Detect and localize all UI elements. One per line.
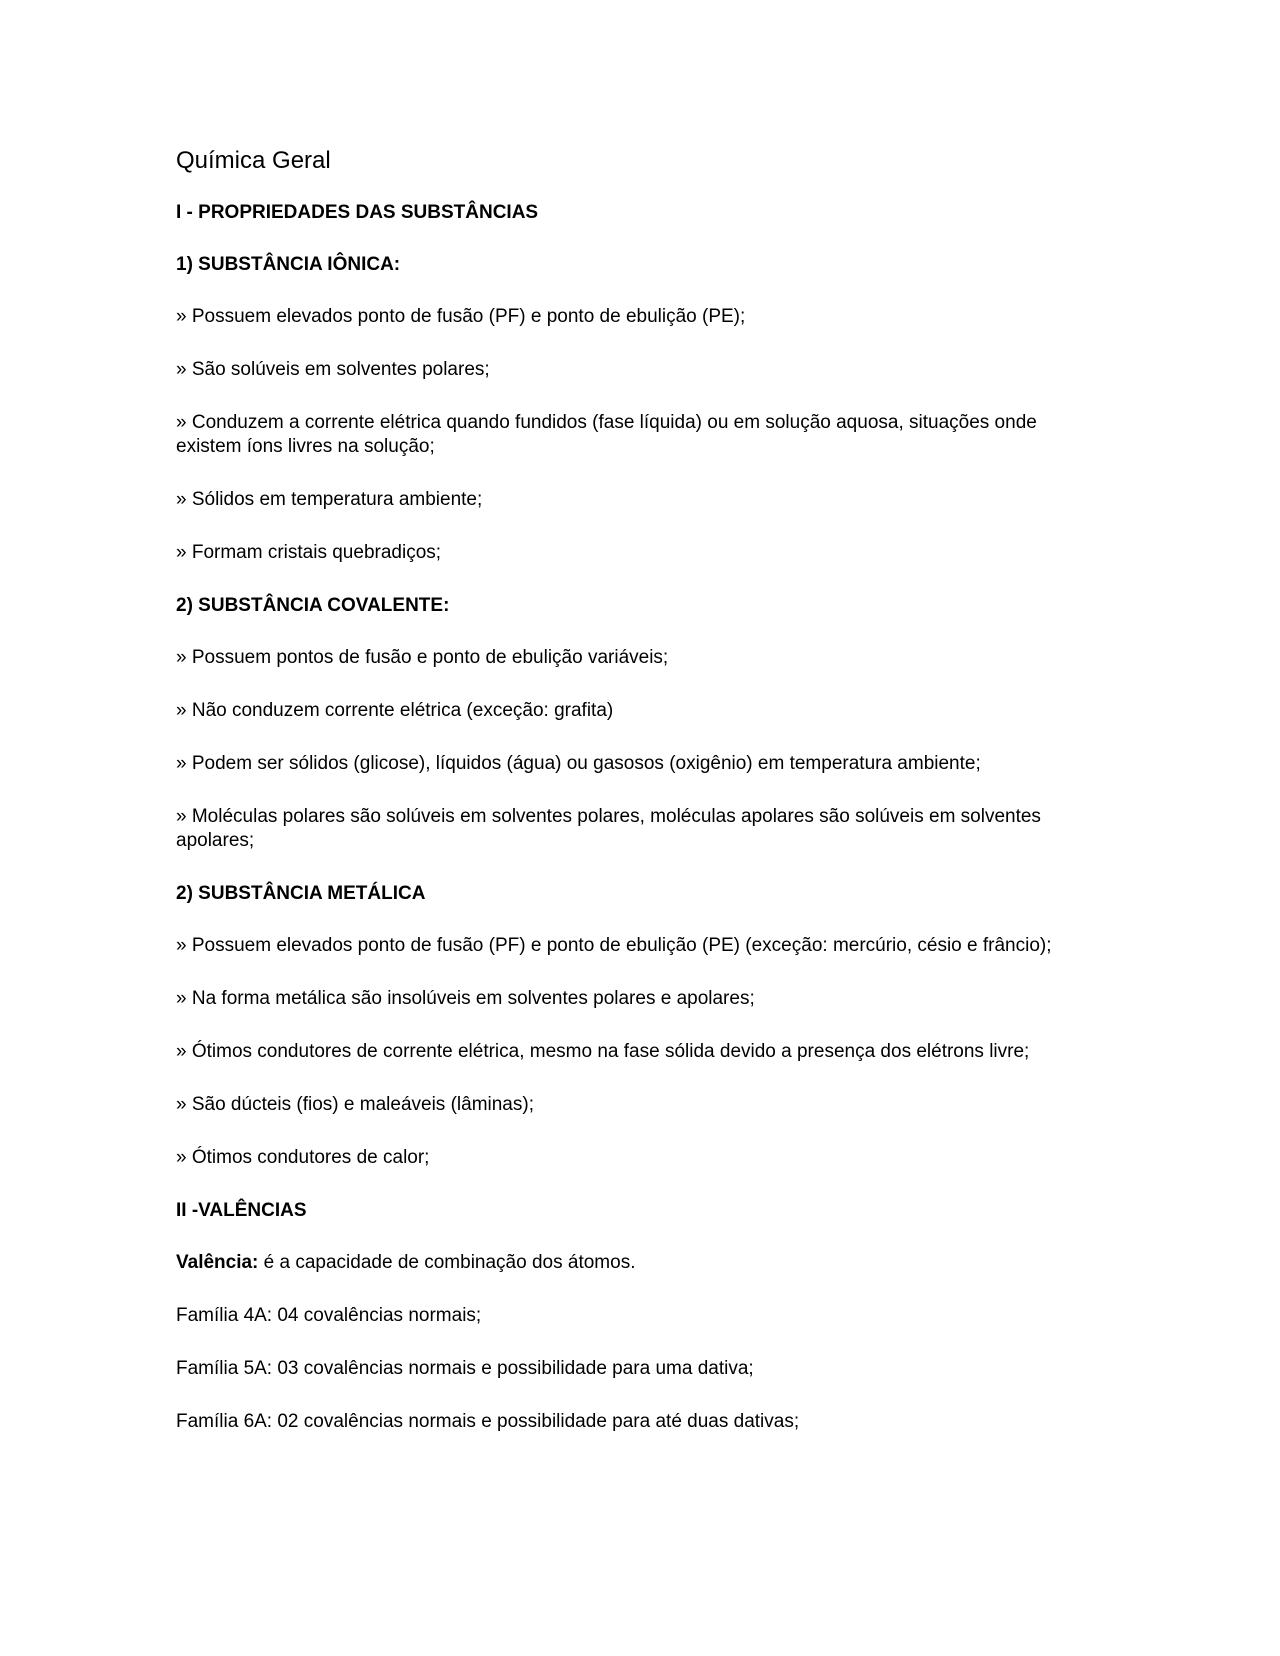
document-body	[176, 146, 1096, 1463]
list-item: » São solúveis em solventes polares;	[176, 359, 490, 380]
list-item: » Moléculas polares são solúveis em solventes polares, moléculas apolares são solúveis em solventes apolares;	[176, 806, 1041, 851]
list-item: » Formam cristais quebradiços;	[176, 542, 442, 563]
definition-term: Valência:	[176, 1252, 259, 1273]
list-item: » Sólidos em temperatura ambiente;	[176, 489, 483, 510]
family-line: Família 6A: 02 covalências normais e possibilidade para até duas dativas;	[176, 1411, 800, 1432]
list-item: » Na forma metálica são insolúveis em solventes polares e apolares;	[176, 988, 755, 1009]
valence-definition	[176, 1251, 1096, 1275]
section-heading-valences: II -VALÊNCIAS	[176, 1200, 307, 1221]
subheading-ionic: 1) SUBSTÂNCIA IÔNICA:	[176, 254, 401, 275]
list-item: » Ótimos condutores de corrente elétrica, mesmo na fase sólida devido a presença dos elétrons livre;	[176, 1041, 1030, 1062]
subheading-covalent: 2) SUBSTÂNCIA COVALENTE:	[176, 595, 450, 616]
list-item: » Não conduzem corrente elétrica (exceção: grafita)	[176, 700, 614, 721]
definition-text: é a capacidade de combinação dos átomos.	[258, 1252, 636, 1273]
subheading-metallic: 2) SUBSTÂNCIA METÁLICA	[176, 883, 426, 904]
list-item: » Possuem elevados ponto de fusão (PF) e ponto de ebulição (PE) (exceção: mercúrio, césio e frâncio);	[176, 935, 1052, 956]
list-item: » Podem ser sólidos (glicose), líquidos (água) ou gasosos (oxigênio) em temperatura ambiente;	[176, 753, 981, 774]
list-item: » São dúcteis (fios) e maleáveis (lâminas);	[176, 1094, 534, 1115]
family-line: Família 5A: 03 covalências normais e possibilidade para uma dativa;	[176, 1358, 754, 1379]
section-heading-properties: I - PROPRIEDADES DAS SUBSTÂNCIAS	[176, 202, 539, 223]
list-item: » Possuem elevados ponto de fusão (PF) e ponto de ebulição (PE);	[176, 306, 746, 327]
page-title: Química Geral	[176, 147, 331, 174]
list-item: » Possuem pontos de fusão e ponto de ebulição variáveis;	[176, 647, 669, 668]
family-line: Família 4A: 04 covalências normais;	[176, 1305, 482, 1326]
list-item: » Ótimos condutores de calor;	[176, 1147, 430, 1168]
list-item: » Conduzem a corrente elétrica quando fundidos (fase líquida) ou em solução aquosa, situações onde existem íons livres na solução;	[176, 412, 1037, 457]
